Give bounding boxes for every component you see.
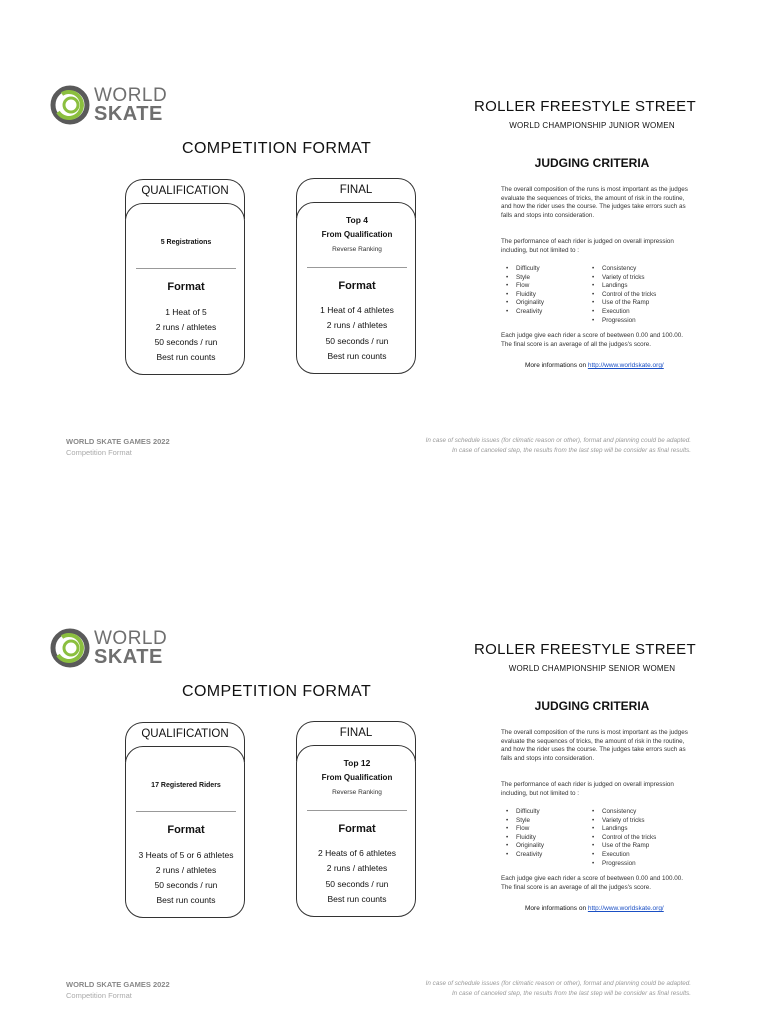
qualification-divider (136, 811, 236, 812)
criteria-item: • Use of the Ramp (592, 842, 656, 851)
footer-doc: Competition Format (66, 991, 132, 1000)
judging-paragraph: The overall composition of the runs is most important as the judges evaluate the sequences of tricks, the amount of risk in the routine, and how the rider uses the course. The judges take errors such as falls and stops into consideration. (501, 729, 688, 762)
final-ranking: Reverse Ranking (332, 789, 382, 796)
judging-paragraph: Each judge give each rider a score of beetween 0.00 and 100.00. The final score is an average of all the judges's score. (501, 332, 684, 348)
criteria-item: • Variety of tricks (592, 817, 656, 826)
footer-doc: Competition Format (66, 448, 132, 457)
qualification-format-line: 1 Heat of 5 (165, 307, 207, 317)
criteria-list-left (506, 808, 544, 860)
logo-word-skate: SKATE (94, 103, 163, 125)
final-label: FINAL (339, 727, 373, 739)
criteria-item: • Landings (592, 282, 656, 291)
final-format-line: 2 runs / athletes (326, 320, 388, 330)
qualification-body (125, 203, 245, 375)
footer-event: WORLD SKATE GAMES 2022 (66, 980, 170, 989)
world-skate-ring-icon (50, 84, 92, 126)
qualification-format-label: Format (167, 824, 205, 836)
logo-word-world: WORLD (94, 85, 168, 106)
judging-paragraph: The performance of each rider is judged on overall impression including, but not limited to : (501, 238, 674, 254)
world-skate-ring-icon (50, 627, 92, 669)
qualification-registrations: 5 Registrations (160, 239, 212, 246)
world-skate-logo (50, 627, 170, 671)
criteria-item: • Consistency (592, 808, 656, 817)
more-info-line (525, 362, 664, 369)
final-top: Top 4 (345, 215, 369, 225)
judging-paragraph: The performance of each rider is judged on overall impression including, but not limited to : (501, 781, 674, 797)
final-format-label: Format (338, 823, 376, 835)
final-top: Top 12 (343, 758, 371, 768)
criteria-item: • Style (506, 817, 544, 826)
criteria-item: • Difficulty (506, 265, 544, 274)
qualification-format-line: 2 runs / athletes (155, 865, 217, 875)
criteria-item: • Creativity (506, 851, 544, 860)
championship-subtitle: WORLD CHAMPIONSHIP SENIOR WOMEN (508, 664, 676, 673)
criteria-item: • Fluidity (506, 834, 544, 843)
qualification-format-line: Best run counts (156, 352, 216, 362)
world-skate-logo (50, 84, 170, 128)
qualification-divider (136, 268, 236, 269)
judging-criteria-title: JUDGING CRITERIA (534, 156, 650, 170)
more-info-link[interactable]: http://www.worldskate.org/ (587, 362, 664, 369)
criteria-item: • Fluidity (506, 291, 544, 300)
judging-paragraph: The overall composition of the runs is most important as the judges evaluate the sequences of tricks, the amount of risk in the routine, and how the rider uses the course. The judges take errors such as falls and stops into consideration. (501, 186, 688, 219)
footer-note: In case of canceled step, the results from the last step will be consider as final results. (451, 447, 691, 454)
qualification-format-line: 50 seconds / run (154, 337, 218, 347)
criteria-item: • Use of the Ramp (592, 299, 656, 308)
final-from: From Qualification (321, 773, 393, 782)
final-format-line: 2 Heats of 6 athletes (318, 848, 396, 858)
more-info-line (525, 905, 664, 912)
footer-note: In case of canceled step, the results from the last step will be consider as final results. (451, 990, 691, 997)
criteria-item: • Originality (506, 842, 544, 851)
qualification-registrations: 17 Registered Riders (151, 782, 221, 789)
competition-format-title: COMPETITION FORMAT (182, 683, 372, 700)
more-info-label: More informations on (525, 362, 587, 369)
logo-word-world: WORLD (94, 628, 168, 649)
criteria-item: • Style (506, 274, 544, 283)
logo-word-skate: SKATE (94, 646, 163, 668)
criteria-item: • Flow (506, 825, 544, 834)
criteria-item: • Execution (592, 308, 656, 317)
criteria-item: • Control of the tricks (592, 834, 656, 843)
more-info-label: More informations on (525, 905, 587, 912)
judging-criteria-title: JUDGING CRITERIA (534, 699, 650, 713)
criteria-item: • Originality (506, 299, 544, 308)
judging-paragraph: Each judge give each rider a score of beetween 0.00 and 100.00. The final score is an average of all the judges's score. (501, 875, 684, 891)
footer-note: In case of schedule issues (for climatic reason or other), format and planning could be adapted. (425, 980, 691, 987)
final-divider (307, 810, 407, 811)
final-format-line: 2 runs / athletes (326, 863, 388, 873)
footer-note: In case of schedule issues (for climatic reason or other), format and planning could be adapted. (425, 437, 691, 444)
criteria-item: • Progression (592, 317, 656, 326)
discipline-title: ROLLER FREESTYLE STREET (474, 641, 696, 658)
final-body (296, 202, 416, 374)
final-from: From Qualification (321, 230, 393, 239)
criteria-item: • Consistency (592, 265, 656, 274)
footer-event: WORLD SKATE GAMES 2022 (66, 437, 170, 446)
criteria-item: • Creativity (506, 308, 544, 317)
final-label: FINAL (339, 184, 373, 196)
criteria-item: • Variety of tricks (592, 274, 656, 283)
criteria-list-left (506, 265, 544, 317)
criteria-item: • Landings (592, 825, 656, 834)
criteria-item: • Difficulty (506, 808, 544, 817)
final-format-line: Best run counts (327, 894, 387, 904)
discipline-title: ROLLER FREESTYLE STREET (474, 98, 696, 115)
qualification-format-line: 2 runs / athletes (155, 322, 217, 332)
criteria-item: • Flow (506, 282, 544, 291)
qualification-format-line: 3 Heats of 5 or 6 athletes (138, 850, 234, 860)
qualification-label: QUALIFICATION (141, 185, 229, 197)
final-body (296, 745, 416, 917)
final-format-line: Best run counts (327, 351, 387, 361)
final-ranking: Reverse Ranking (332, 246, 382, 253)
qualification-format-label: Format (167, 281, 205, 293)
criteria-item: • Progression (592, 860, 656, 869)
criteria-list-right (592, 808, 656, 868)
competition-format-title: COMPETITION FORMAT (182, 140, 372, 157)
final-format-line: 50 seconds / run (325, 879, 389, 889)
final-format-line: 50 seconds / run (325, 336, 389, 346)
championship-subtitle: WORLD CHAMPIONSHIP JUNIOR WOMEN (509, 121, 675, 130)
qualification-format-line: Best run counts (156, 895, 216, 905)
more-info-link[interactable]: http://www.worldskate.org/ (587, 905, 664, 912)
final-format-line: 1 Heat of 4 athletes (320, 305, 394, 315)
qualification-body (125, 746, 245, 918)
criteria-item: • Execution (592, 851, 656, 860)
qualification-label: QUALIFICATION (141, 728, 229, 740)
page-senior-women (0, 543, 768, 1024)
final-format-label: Format (338, 280, 376, 292)
criteria-list-right (592, 265, 656, 325)
final-divider (307, 267, 407, 268)
criteria-item: • Control of the tricks (592, 291, 656, 300)
qualification-format-line: 50 seconds / run (154, 880, 218, 890)
